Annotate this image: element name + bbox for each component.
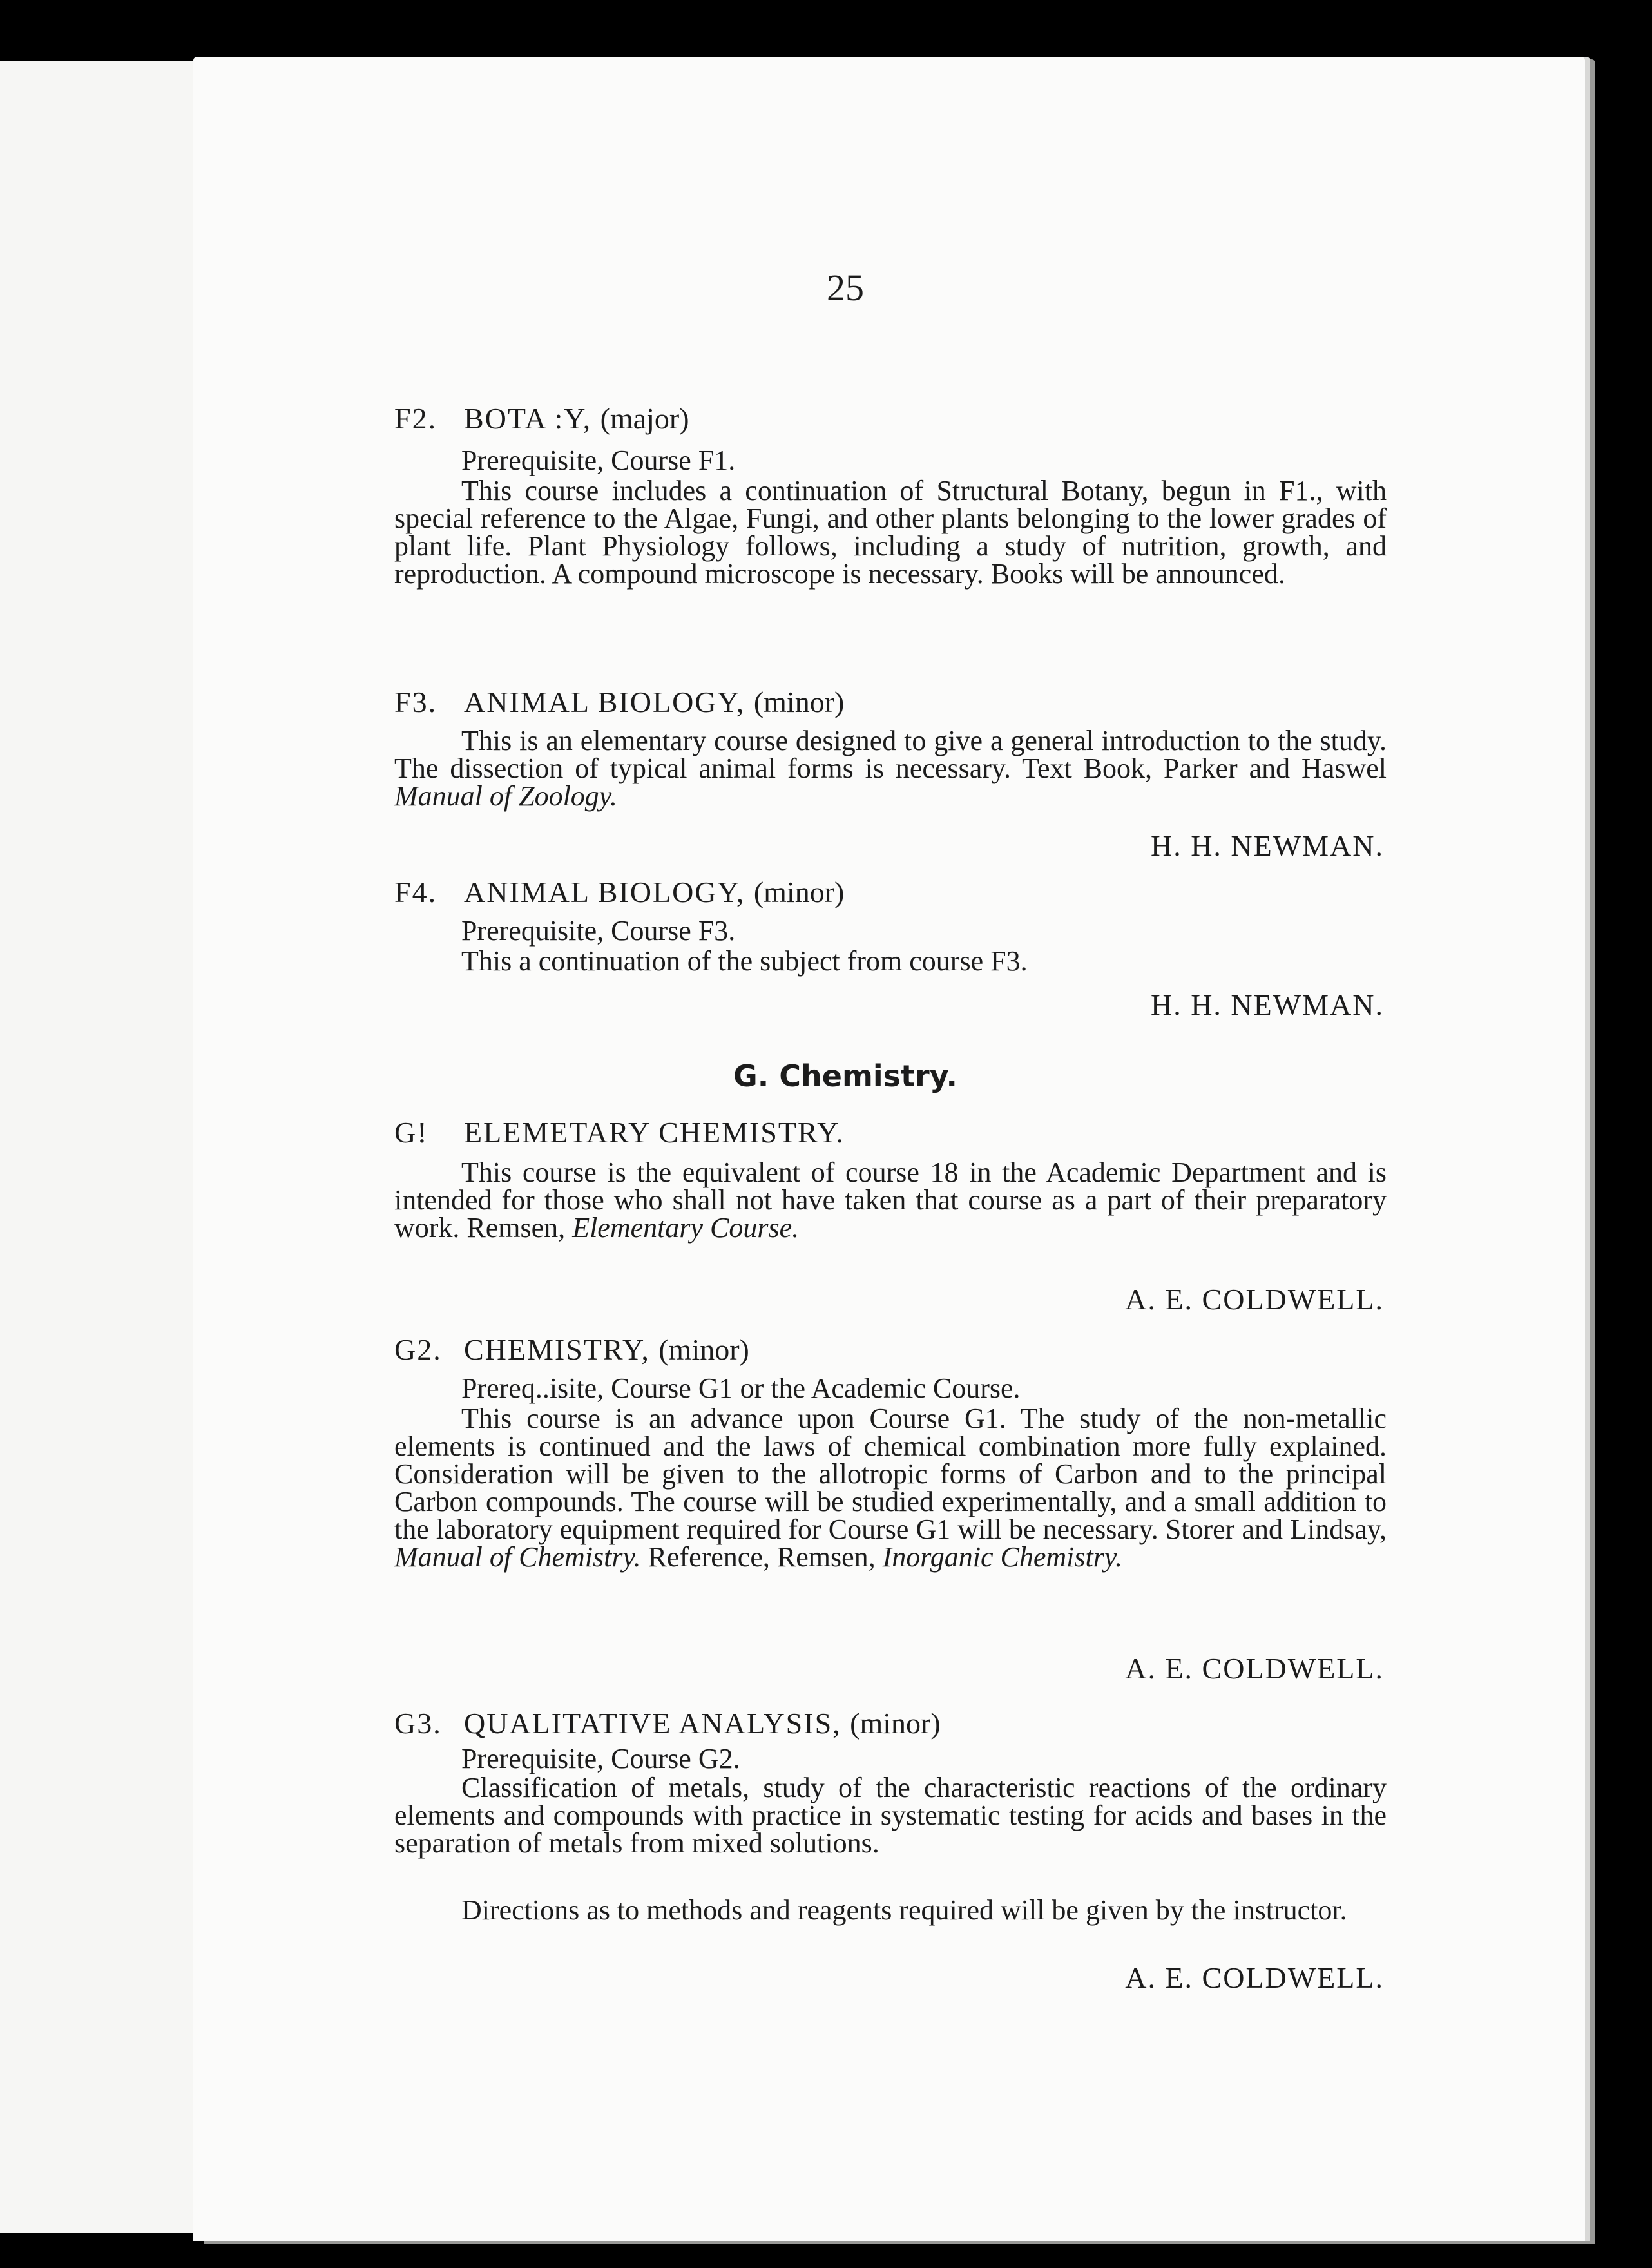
textbook-title: Manual of Chemistry.	[394, 1541, 641, 1573]
course-code: G2.	[394, 1333, 442, 1366]
course-title: ELEMETARY CHEMISTRY.	[464, 1116, 845, 1149]
instructor-name: A. E. COLDWELL.	[1125, 1961, 1384, 1994]
course-heading-f4	[394, 875, 844, 909]
description-text: This course is the equivalent of course 18 in the Academic Department and is intended for those who shall not have taken that course as a part of their preparatory work. Remsen,	[394, 1157, 1387, 1244]
course-description: This course includes a continuation of Structural Botany, begun in F1., with special reference to the Algae, Fungi, and other plants belonging to the lower grades of plant life. Plant Physiology follows, including a study of nutrition, growth, and reproduction. A compound microscope is necessary. Books will be announced.	[394, 475, 1387, 590]
course-level: (minor)	[753, 876, 845, 908]
course-code: F3.	[394, 686, 437, 718]
instructor-name: A. E. COLDWELL.	[1125, 1652, 1384, 1685]
description-text: This course is an advance upon Course G1. The study of the non-metallic elements is continued and the laws of chemical combination more fully explained. Consideration will be given to the allotropic forms of Carbon and to the principal Carbon compounds. The course will be studied experimentally, and a small addition to the laboratory equipment required for Course G1 will be necessary. Storer and Lindsay,	[394, 1403, 1387, 1545]
course-heading-g1	[394, 1115, 845, 1149]
course-level: (minor)	[850, 1707, 941, 1740]
course-prerequisite: Prerequisite, Course F3.	[461, 915, 736, 947]
textbook-title: Manual of Zoology.	[394, 780, 617, 812]
facing-page-edge	[0, 61, 195, 2233]
description-text: This is an elementary course designed to give a general introduction to the study. The dissection of typical animal forms is necessary. Text Book, Parker and Haswel	[394, 725, 1387, 784]
course-level: (minor)	[658, 1333, 749, 1366]
course-title: ANIMAL BIOLOGY,	[464, 686, 745, 718]
course-directions: Directions as to methods and reagents required will be given by the instructor.	[461, 1894, 1347, 1926]
course-code: F4.	[394, 876, 437, 908]
instructor-name: H. H. NEWMAN.	[1150, 988, 1384, 1021]
textbook-title: Elementary Course.	[572, 1212, 800, 1244]
course-description: Classification of metals, study of the characteristic reactions of the ordinary elements and compounds with practice in systematic testing for acids and bases in the separation of metals from mixed solutions.	[394, 1772, 1387, 1859]
instructor-name: H. H. NEWMAN.	[1150, 829, 1384, 862]
textbook-title: Inorganic Chemistry.	[882, 1541, 1122, 1573]
course-code: F2.	[394, 402, 437, 435]
page-number: 25	[827, 267, 864, 309]
course-prerequisite: Prerequisite, Course F1.	[461, 445, 736, 476]
instructor-name: A. E. COLDWELL.	[1125, 1283, 1384, 1316]
course-title: ANIMAL BIOLOGY,	[464, 876, 745, 908]
description-text: Reference, Remsen,	[648, 1541, 876, 1573]
course-heading-f2	[394, 401, 689, 436]
course-level: (major)	[600, 402, 689, 435]
course-title: BOTA :Y,	[464, 402, 592, 435]
course-heading-g3	[394, 1706, 941, 1740]
course-heading-f3	[394, 685, 844, 719]
course-description	[394, 727, 1387, 810]
course-prerequisite: Prerequisite, Course G2.	[461, 1743, 740, 1774]
course-heading-g2	[394, 1332, 749, 1367]
course-level: (minor)	[753, 686, 845, 718]
course-prerequisite: Prereq..isite, Course G1 or the Academic Course.	[461, 1372, 1021, 1404]
course-description: This a continuation of the subject from course F3.	[461, 945, 1028, 977]
course-description	[394, 1405, 1387, 1571]
document-page	[193, 57, 1585, 2241]
course-code: G!	[394, 1116, 428, 1149]
course-title: CHEMISTRY,	[464, 1333, 650, 1366]
section-title-chemistry: G. Chemistry.	[733, 1059, 957, 1093]
course-code: G3.	[394, 1707, 442, 1740]
course-description	[394, 1158, 1387, 1242]
course-title: QUALITATIVE ANALYSIS,	[464, 1707, 841, 1740]
